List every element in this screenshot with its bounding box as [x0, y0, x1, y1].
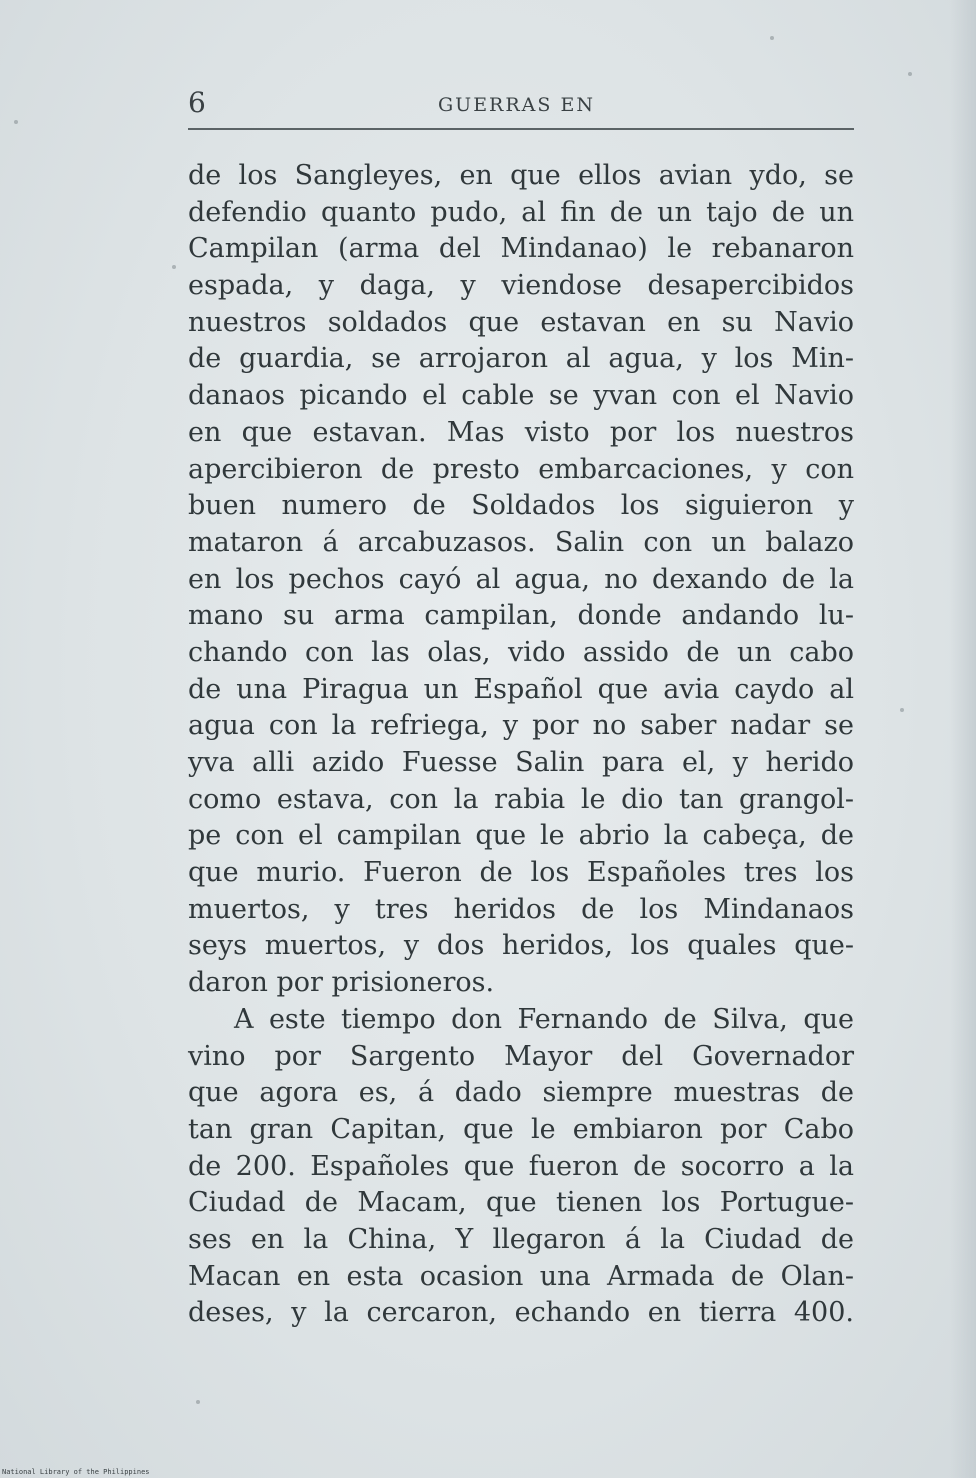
text-line: chando con las olas, vido assido de un cabo	[188, 636, 854, 668]
page-header	[188, 86, 854, 120]
text-line: Macan en esta ocasion una Armada de Olan-	[188, 1260, 854, 1292]
text-line: nuestros soldados que estavan en su Navio	[188, 306, 854, 338]
text-line: tan gran Capitan, que le embiaron por Cabo	[188, 1113, 854, 1145]
text-line: de guardia, se arrojaron al agua, y los Min-	[188, 343, 854, 375]
body-text	[188, 158, 854, 1332]
header-rule	[188, 128, 854, 130]
text-line: seys muertos, y dos heridos, los quales que-	[188, 930, 854, 962]
scan-speck	[900, 708, 904, 712]
text-line: de una Piragua un Español que avia caydo al	[188, 673, 854, 705]
text-line: en los pechos cayó al agua, no dexando de la	[188, 563, 854, 595]
text-line: buen numero de Soldados los siguieron y	[188, 490, 854, 522]
paragraph-start-line: A este tiempo don Fernando de Silva, que	[234, 1003, 854, 1035]
text-line: como estava, con la rabia le dio tan grangol-	[188, 783, 854, 815]
text-line: yva alli azido Fuesse Salin para el, y herido	[188, 747, 854, 778]
text-line: que agora es, á dado siempre muestras de	[188, 1077, 854, 1109]
text-line: que murio. Fueron de los Españoles tres los	[188, 857, 854, 889]
scan-speck	[14, 120, 18, 124]
text-line: defendio quanto pudo, al fin de un tajo de un	[188, 196, 854, 228]
page-number: 6	[188, 86, 206, 119]
text-line: vino por Sargento Mayor del Governador	[188, 1040, 854, 1072]
text-line: de los Sangleyes, en que ellos avian ydo, se	[188, 160, 854, 191]
scan-speck	[770, 36, 774, 40]
text-line: danaos picando el cable se yvan con el Navio	[188, 380, 854, 412]
text-line: mataron á arcabuzasos. Salin con un balazo	[188, 526, 854, 558]
text-line: apercibieron de presto embarcaciones, y con	[188, 453, 854, 485]
running-head: GUERRAS EN	[438, 94, 595, 116]
text-line: mano su arma campilan, donde andando lu-	[188, 600, 854, 632]
scan-speck	[908, 72, 912, 76]
text-line: de 200. Españoles que fueron de socorro a la	[188, 1150, 854, 1182]
text-line: espada, y daga, y viendose desapercibidos	[188, 270, 854, 302]
text-line: en que estavan. Mas visto por los nuestros	[188, 416, 854, 448]
library-credit: National Library of the Philippines	[2, 1468, 150, 1476]
text-line: pe con el campilan que le abrio la cabeça, de	[188, 820, 854, 852]
scan-speck	[196, 1400, 200, 1404]
text-line: ses en la China, Y llegaron á la Ciudad de	[188, 1223, 854, 1255]
paragraph-end-line: daron por prisioneros.	[188, 967, 495, 999]
text-line: Campilan (arma del Mindanao) le rebanaron	[188, 233, 854, 265]
text-line: deses, y la cercaron, echando en tierra 400.	[188, 1297, 854, 1329]
text-line: agua con la refriega, y por no saber nadar se	[188, 710, 854, 742]
text-line: Ciudad de Macam, que tienen los Portugue-	[188, 1187, 854, 1219]
text-line: muertos, y tres heridos de los Mindanaos	[188, 893, 854, 925]
scan-speck	[172, 265, 176, 269]
page-edge-shadow	[950, 0, 976, 1478]
